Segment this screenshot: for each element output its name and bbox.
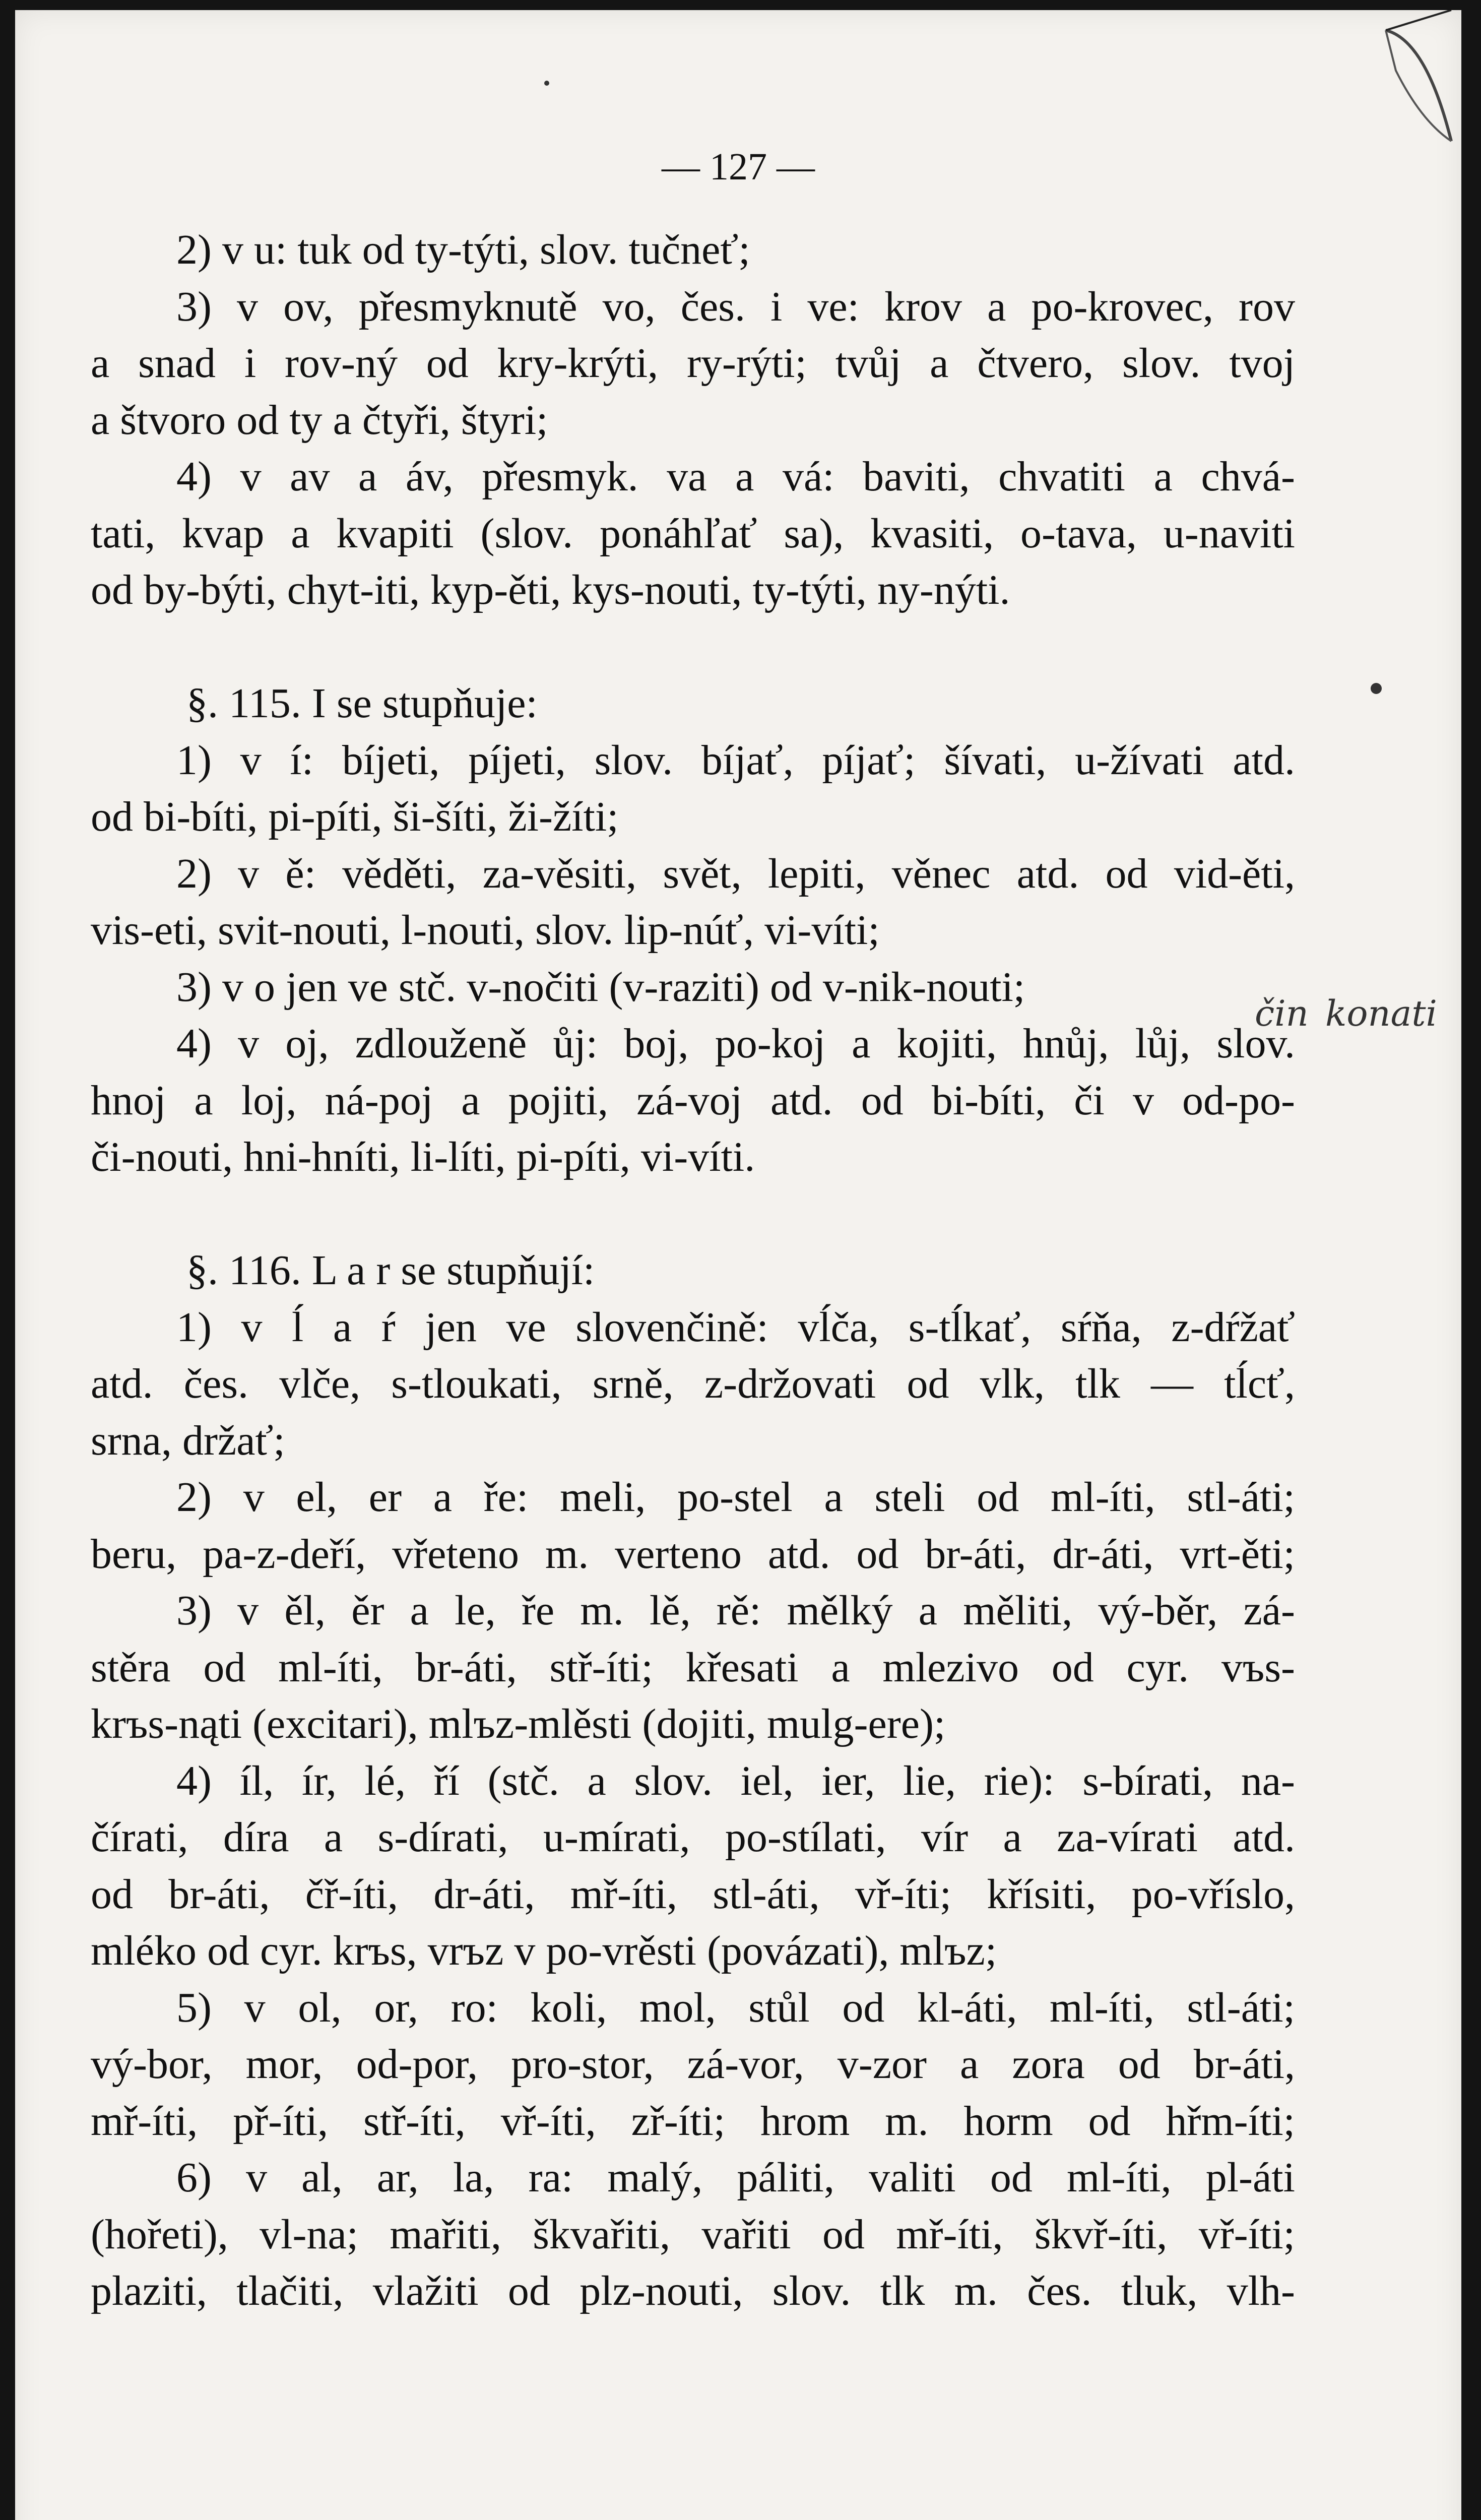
text-line: či-nouti, hni-hníti, li-líti, pi-píti, vi-víti. [91, 1133, 755, 1180]
text-line: mléko od cyr. krъs, vrъz v po-vrěsti (povázati), mlъz; [91, 1927, 997, 1974]
text-line: 5) v ol, or, ro: koli, mol, stůl od kl-áti, ml-íti, stl-áti; [176, 1984, 1295, 2031]
text-line: 2) v u: tuk od ty-týti, slov. tučneť; [176, 226, 750, 273]
text-line: 1) v í: bíjeti, píjeti, slov. bíjať, píjať; šívati, u-žívati atd. [176, 736, 1295, 784]
text-line: 3) v ěl, ěr a le, ře m. lě, rě: mělký a měliti, vý-běr, zá- [176, 1587, 1295, 1634]
text-line: 2) v ě: věděti, za-věsiti, svět, lepiti, věnec atd. od vid-ěti, [176, 850, 1295, 897]
text-line: 6) v al, ar, la, ra: malý, páliti, valiti od ml-íti, pl-áti [176, 2154, 1295, 2201]
handwritten-note-margin: konati [1325, 993, 1437, 1034]
text-line: čírati, díra a s-dírati, u-mírati, po-stílati, vír a za-vírati atd. [91, 1814, 1295, 1861]
text-line: 3) v o jen ve stč. v-nočiti (v-raziti) od v-nik-nouti; [176, 963, 1025, 1011]
text-line: a štvoro od ty a čtyři, štyri; [91, 396, 548, 444]
text-line: hnoj a loj, ná-poj a pojiti, zá-voj atd. od bi-bíti, či v od-po- [91, 1077, 1295, 1124]
text-line: krъs-nąti (excitari), mlъz-mlěsti (dojiti, mulg-ere); [91, 1700, 946, 1747]
text-line: stěra od ml-íti, br-áti, stř-íti; křesati a mlezivo od cyr. vъs- [91, 1644, 1295, 1691]
text-line: od bi-bíti, pi-píti, ši-šíti, ži-žíti; [91, 793, 619, 840]
text-line: 4) v oj, zdlouženě ůj: boj, po-koj a kojiti, hnůj, lůj, slov. [176, 1020, 1295, 1067]
text-line: beru, pa-z-deří, vřeteno m. verteno atd. od br-áti, dr-áti, vrt-ěti; [91, 1530, 1295, 1578]
text-line: 4) íl, ír, lé, ří (stč. a slov. iel, ier, lie, rie): s-bírati, na- [176, 1757, 1295, 1804]
text-line: mř-íti, př-íti, stř-íti, vř-íti, zř-íti; hrom m. horm od hřm-íti; [91, 2097, 1295, 2145]
body-text [91, 222, 1295, 2320]
text-line: §. 116. L a r se stupňují: [186, 1247, 595, 1294]
handwritten-note-inline: čin [1255, 993, 1309, 1034]
text-line: vis-eti, svit-nouti, l-nouti, slov. lip-núť, vi-víti; [91, 907, 880, 954]
blank-line [91, 619, 1295, 676]
text-line: od br-áti, čř-íti, dr-áti, mř-íti, stl-áti, vř-íti; křísiti, po-vříslo, [91, 1870, 1295, 1918]
page-number: — 127 — [662, 146, 815, 188]
text-line: 3) v ov, přesmyknutě vo, čes. i ve: krov a po-krovec, rov [176, 283, 1295, 330]
text-line: 1) v ĺ a ŕ jen ve slovenčině: vĺča, s-tĺkať, sŕňa, z-dŕžať [176, 1303, 1295, 1351]
text-line: vý-bor, mor, od-por, pro-stor, zá-vor, v-zor a zora od br-áti, [91, 2041, 1295, 2088]
text-line: od by-býti, chyt-iti, kyp-ěti, kys-nouti, ty-týti, ny-nýti. [91, 566, 1010, 613]
book-page [15, 10, 1461, 2520]
blank-line [91, 1186, 1295, 1243]
text-line: §. 115. I se stupňuje: [186, 680, 538, 727]
ink-speck [1371, 683, 1382, 694]
text-line: a snad i rov-ný od kry-krýti, ry-rýti; tvůj a čtvero, slov. tvoj [91, 340, 1295, 387]
text-line: plaziti, tlačiti, vlažiti od plz-nouti, slov. tlk m. čes. tluk, vlh- [91, 2267, 1295, 2314]
text-line: 4) v av a áv, přesmyk. va a vá: baviti, chvatiti a chvá- [176, 453, 1295, 500]
text-line: srna, držať; [91, 1417, 285, 1464]
text-line: 2) v el, er a ře: meli, po-stel a steli od ml-íti, stl-áti; [176, 1474, 1295, 1521]
ink-speck [544, 81, 549, 86]
text-line: tati, kvap a kvapiti (slov. ponáhľať sa), kvasiti, o-tava, u-naviti [91, 510, 1295, 557]
text-line: atd. čes. vlče, s-tloukati, srně, z-držovati od vlk, tlk — tĺcť, [91, 1360, 1295, 1407]
text-line: (hořeti), vl-na; mařiti, škvařiti, vařiti od mř-íti, škvř-íti, vř-íti; [91, 2211, 1295, 2258]
